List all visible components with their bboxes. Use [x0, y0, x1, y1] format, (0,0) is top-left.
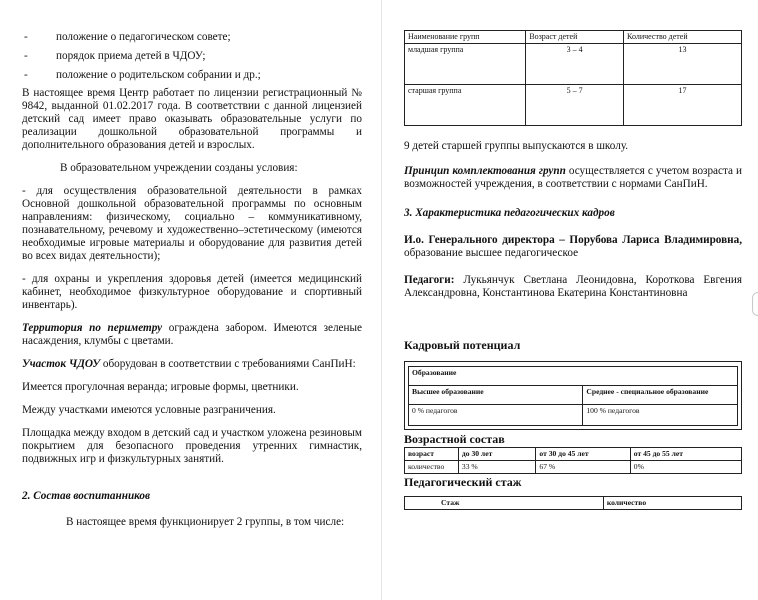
- scroll-handle[interactable]: [752, 292, 758, 316]
- page-divider: [381, 0, 382, 600]
- table-cell: до 30 лет: [458, 448, 536, 461]
- staff-title: Кадровый потенциал: [404, 338, 521, 352]
- table-cell: 0%: [630, 461, 741, 474]
- table-cell: 3 – 4: [526, 44, 624, 85]
- table-cell: 100 % педагогов: [583, 405, 738, 426]
- principle-text: осуществляется с учетом возраста и возможностей учреждения, в соответствии с нормами СанПиН.: [404, 165, 742, 190]
- table-row: [405, 448, 742, 461]
- plot-label: Участок ЧДОУ: [22, 358, 101, 370]
- director-paragraph: [404, 234, 742, 260]
- table-row: [409, 405, 738, 426]
- teachers-text: Лукьянчук Светлана Леонидовна, Короткова Евгения Александровна, Константинова Екатерина Константиновна: [404, 274, 742, 299]
- groups-table: [404, 30, 742, 126]
- table-cell: 33 %: [458, 461, 536, 474]
- condition-health: - для охраны и укрепления здоровья детей (имеется медицинский кабинет, необходимое физкультурное оборудование и спортивный инвентарь).: [22, 273, 362, 311]
- principle-label: Принцип комплектования групп: [404, 165, 566, 177]
- plot-text: оборудован в соответствии с требованиями СанПиН:: [100, 358, 356, 370]
- experience-title: Педагогический стаж: [404, 475, 522, 489]
- list-item: [22, 49, 362, 64]
- left-page: [22, 30, 362, 529]
- section-3-title: 3. Характеристика педагогических кадров: [404, 207, 615, 219]
- table-cell: 67 %: [536, 461, 630, 474]
- principle-paragraph: [404, 165, 742, 191]
- table-header-row: [405, 497, 742, 510]
- conditions-title: В образовательном учреждении созданы условия:: [60, 162, 298, 174]
- table-cell: 0 % педагогов: [409, 405, 583, 426]
- table-header-row: [405, 31, 742, 44]
- list-item-text: положение о родительском собрании и др.;: [56, 69, 261, 81]
- table-row: [409, 386, 738, 405]
- teachers-label: Педагоги:: [404, 274, 455, 286]
- table-cell: 5 – 7: [526, 85, 624, 126]
- license-paragraph: В настоящее время Центр работает по лицензии регистрационный № 9842, выданной 01.02.2017 года. В соответствии с данной лицензией детский сад имеет право оказывать образовательные услуги по реализации дошкольной образовательной программы и дополнительного образования детей и взрослых.: [22, 87, 362, 151]
- list-item-text: порядок приема детей в ЧДОУ;: [56, 50, 206, 62]
- list-item: [22, 68, 362, 83]
- table-cell: от 30 до 45 лет: [536, 448, 630, 461]
- table-cell: младшая группа: [405, 44, 526, 85]
- table-cell: старшая группа: [405, 85, 526, 126]
- dash-bullet: -: [24, 31, 28, 43]
- dash-bullet: -: [24, 50, 28, 62]
- table-cell: Высшее образование: [409, 386, 583, 405]
- table-row: [405, 461, 742, 474]
- veranda-paragraph: Имеется прогулочная веранда; игровые формы, цветники.: [22, 381, 299, 393]
- director-label: И.о. Генерального директора – Порубова Лариса Владимировна,: [404, 234, 742, 246]
- table-header-row: [409, 367, 738, 386]
- age-title: Возрастной состав: [404, 432, 505, 446]
- education-table: [408, 366, 738, 426]
- list-item-text: положение о педагогическом совете;: [56, 31, 231, 43]
- table-cell: Среднее - специальное образование: [583, 386, 738, 405]
- education-box: [404, 361, 742, 430]
- section-2-title: 2. Состав воспитанников: [22, 490, 151, 502]
- territory-paragraph: [22, 322, 362, 348]
- table-cell: количество: [405, 461, 459, 474]
- territory-label: Территория по периметру: [22, 322, 163, 334]
- table-header-cell: Количество детей: [624, 31, 742, 44]
- table-header-cell: количество: [603, 497, 741, 510]
- age-table: [404, 447, 742, 474]
- teachers-paragraph: [404, 274, 742, 300]
- plot-paragraph: [22, 358, 362, 371]
- table-cell: 13: [624, 44, 742, 85]
- table-cell: от 45 до 55 лет: [630, 448, 741, 461]
- table-cell: возраст: [405, 448, 459, 461]
- territory-text: ограждена забором. Имеются зеленые насаждения, клумбы с цветами.: [22, 322, 362, 347]
- table-header-cell: Возраст детей: [526, 31, 624, 44]
- graduates-paragraph: 9 детей старшей группы выпускаются в школу.: [404, 140, 629, 152]
- table-header-cell: Образование: [409, 367, 738, 386]
- borders-paragraph: Между участками имеются условные разграничения.: [22, 404, 276, 416]
- table-header-cell: Наименование групп: [405, 31, 526, 44]
- groups-intro: В настоящее время функционирует 2 группы, в том числе:: [66, 516, 345, 528]
- director-text: образование высшее педагогическое: [404, 247, 579, 259]
- table-row: [405, 44, 742, 85]
- condition-education: - для осуществления образовательной деятельности в рамках Основной дошкольной образовательной программы по основным направлениям: физическому, социально – коммуникативному, познавательному, речевому и художественно–эстетическому (имеются необходимые игровые материалы и оборудование для развития детей во всех видах деятельности);: [22, 185, 362, 262]
- table-header-cell: Стаж: [405, 497, 604, 510]
- dash-bullet: -: [24, 69, 28, 81]
- list-item: [22, 30, 362, 45]
- experience-table: [404, 496, 742, 510]
- table-row: [405, 85, 742, 126]
- playground-paragraph: Площадка между входом в детский сад и участком уложена резиновым покрытием для безопасного проведения утренних гимнастик, подвижных игр и физкультурных занятий.: [22, 427, 362, 465]
- right-page: [404, 30, 742, 510]
- table-cell: 17: [624, 85, 742, 126]
